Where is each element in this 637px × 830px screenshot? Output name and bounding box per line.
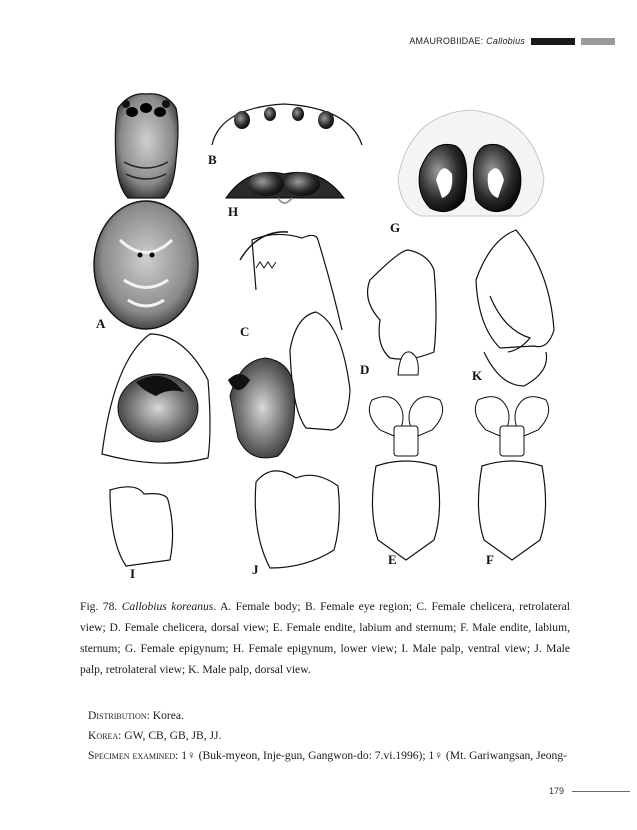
fig-g-epigynum <box>398 110 544 216</box>
figure-illustrations <box>80 90 570 590</box>
fig-label-i: I <box>130 566 136 581</box>
korea-text: : GW, CB, GB, JB, JJ. <box>118 729 222 742</box>
korea-line <box>88 726 578 746</box>
caption-body: . A. Female body; B. Female eye region; C. Female chelicera, retrolateral view; D. Female chelicera, dorsal view; E. Female endite, labium and sternum; F. Male endite, labium, sternum; G. Female epigynum; H. Female epigynum, lower view; I. Male palp, ventral view; J. Male palp, retrolateral view; K. Male palp, dorsal view. <box>80 600 570 676</box>
fig-j-palp-retrolateral <box>228 312 350 568</box>
fig-i-palp-ventral <box>102 334 210 566</box>
folio-rule <box>572 791 630 792</box>
fig-a-female-body <box>94 94 198 329</box>
fig-label-g: G <box>390 220 401 235</box>
fig-label-f: F <box>486 552 494 567</box>
fig-label-j: J <box>252 562 259 577</box>
page-folio <box>549 786 630 796</box>
fig-label-h: H <box>228 204 239 219</box>
distribution-line <box>88 706 578 726</box>
fig-k-palp-dorsal <box>476 230 554 386</box>
specimen-line <box>88 746 578 766</box>
fig-label-a: A <box>96 316 106 331</box>
fig-label-b: B <box>208 152 217 167</box>
distribution-heading: Distribution <box>88 709 147 722</box>
korea-heading: Korea <box>88 729 119 742</box>
fig-b-eye-region <box>212 104 362 145</box>
figure-plate <box>80 90 570 590</box>
fig-label-e: E <box>388 552 397 567</box>
specimen-text: : 1♀ (Buk-myeon, Inje-gun, Gangwon-do: 7.vi.1996); 1♀ (Mt. Gariwangsan, Jeong- <box>175 749 567 762</box>
running-head-bar-dark <box>531 38 575 45</box>
figure-caption <box>80 596 570 680</box>
fig-c-chelicera-retrolateral <box>240 232 342 330</box>
fig-h-epigynum-lower <box>226 172 344 203</box>
caption-prefix: Fig. 78. <box>80 600 122 613</box>
running-head-bar-grey <box>581 38 615 45</box>
running-head <box>409 36 615 46</box>
fig-label-k: K <box>472 368 483 383</box>
fig-e-endite-labium-sternum <box>369 397 442 560</box>
caption-species: Callobius koreanus <box>121 600 214 613</box>
running-head-text: AMAUROBIIDAE: Callobius <box>409 36 525 46</box>
distribution-text: : Korea. <box>146 709 184 722</box>
fig-label-d: D <box>360 362 370 377</box>
page-number: 179 <box>549 786 565 796</box>
fig-d-chelicera-dorsal <box>368 250 436 375</box>
specimen-heading: Specimen examined <box>88 749 176 762</box>
fig-label-c: C <box>240 324 250 339</box>
fig-f-endite-labium-sternum <box>475 397 548 560</box>
